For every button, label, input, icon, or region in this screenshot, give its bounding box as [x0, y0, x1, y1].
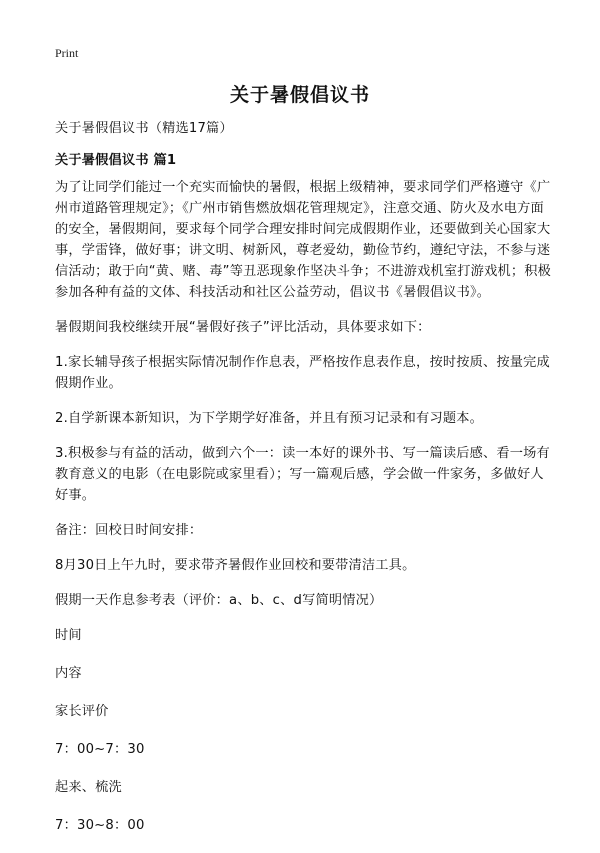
paragraph-requirement-2: 2.自学新课本新知识，为下学期学好准备，并且有预习记录和有习题本。	[55, 411, 483, 426]
article-body	[55, 118, 555, 853]
paragraph-return-date: 8月30日上午九时，要求带齐暑假作业回校和要带清洁工具。	[55, 558, 416, 573]
paragraph-note: 备注：回校日时间安排：	[55, 523, 203, 538]
schedule-time-slot: 7：30~8：00	[55, 818, 145, 833]
section-heading: 关于暑假倡议书 篇1	[55, 153, 177, 168]
schedule-time-slot: 7：00~7：30	[55, 742, 145, 757]
page-title: 关于暑假倡议书	[229, 84, 370, 106]
paragraph-schedule-intro: 假期一天作息参考表（评价：a、b、c、d写简明情况）	[55, 593, 383, 608]
print-link[interactable]: Print	[55, 46, 79, 60]
schedule-header-content: 内容	[55, 666, 82, 681]
schedule-activity: 起来、梳洗	[55, 780, 122, 795]
paragraph-requirement-3: 3.积极参与有益的活动，做到六个一：读一本好的课外书、写一篇读后感、看一场有教育意义的电影（在电影院或家里看）；写一篇观后感，学会做一件家务，多做好人好事。	[55, 446, 550, 503]
schedule-header-evaluation: 家长评价	[55, 704, 109, 719]
schedule-header-time: 时间	[55, 628, 82, 643]
article-subtitle: 关于暑假倡议书（精选17篇）	[55, 121, 233, 136]
paragraph-activity: 暑假期间我校继续开展“暑假好孩子”评比活动，具体要求如下：	[55, 320, 431, 335]
paragraph-requirement-1: 1.家长辅导孩子根据实际情况制作作息表，严格按作息表作息，按时按质、按量完成假期作业。	[55, 355, 550, 391]
paragraph-intro: 为了让同学们能过一个充实而愉快的暑假，根据上级精神，要求同学们严格遵守《广州市道路管理规定》；《广州市销售燃放烟花管理规定》，注意交通、防火及水电方面的安全，暑假期间，要求每个同学合理安排时间完成假期作业，还要做到关心国家大事，学雷锋，做好事；讲文明、树新风，尊老爱幼，勤俭节约，遵纪守法，不参与迷信活动；敢于向“黄、赌、毒”等丑恶现象作坚决斗争；不进游戏机室打游戏机；积极参加各种有益的文体、科技活动和社区公益劳动，倡议书《暑假倡议书》。	[55, 180, 552, 300]
